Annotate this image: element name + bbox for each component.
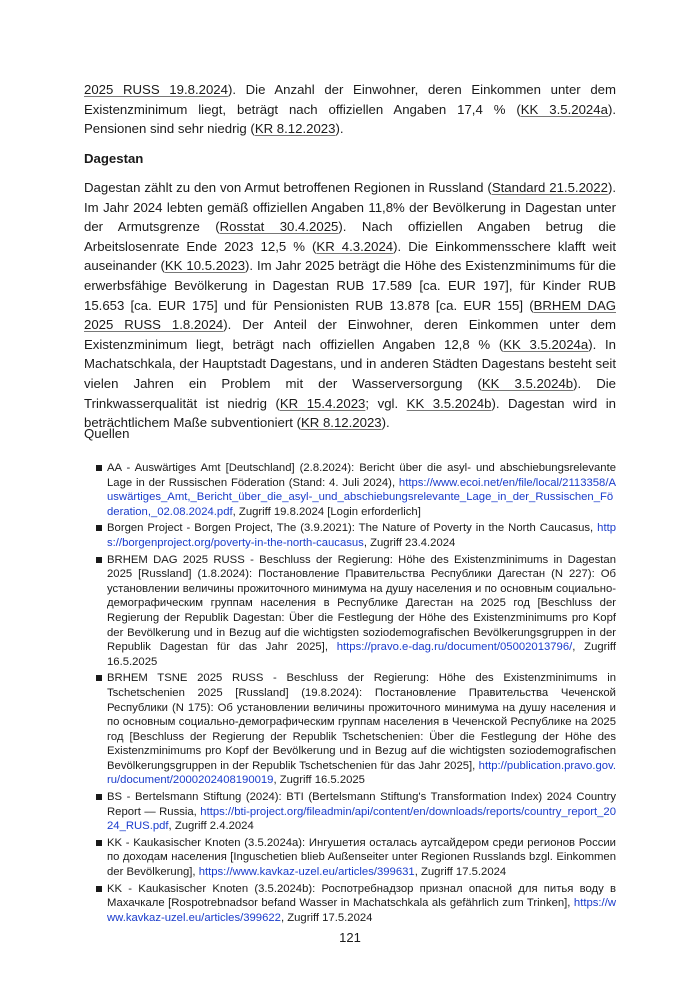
paragraph-text: ). Im Jahr 2024 lebten gemäß offiziellen Angaben 11,8% der Bevölkerung in Dagestan unter der Armutsgrenze ( — [84, 180, 616, 235]
citation-link[interactable]: BRHEM DAG 2025 RUSS 1.8.2024 — [84, 297, 616, 333]
bullet-icon — [96, 465, 102, 471]
paragraph-text: ; vgl. — [365, 395, 407, 411]
reference-item — [96, 671, 616, 788]
sources-label: Quellen — [84, 426, 130, 441]
paragraph-dagestan — [84, 178, 616, 433]
citation-link[interactable]: Standard 21.5.2022 — [491, 180, 608, 195]
citation-link[interactable]: Rosstat 30.4.2025 — [219, 219, 339, 235]
citation-link[interactable]: KK 3.5.2024a — [520, 101, 608, 117]
citation-link[interactable]: KK 3.5.2024a — [503, 336, 589, 352]
reference-item — [96, 553, 616, 670]
paragraph-text: ). Die Trinkwasserqualität ist niedrig ( — [84, 375, 616, 411]
page-number: 121 — [339, 930, 361, 945]
reference-item — [96, 521, 616, 550]
paragraph-text: ). Nach offiziellen Angaben betrug die Arbeitslosenrate Ende 2023 12,5 % ( — [84, 219, 617, 254]
bullet-icon — [96, 886, 102, 892]
reference-url[interactable]: https://bti-project.org/fileadmin/api/content/en/downloads/reports/country_report_2024_RUS.pdf — [107, 805, 616, 833]
citation-link[interactable]: KK 3.5.2024b — [481, 375, 574, 391]
paragraph-text: ). — [335, 121, 344, 137]
reference-access: , Zugriff 16.5.2025 — [273, 774, 365, 787]
reference-text: BRHEM TSNE 2025 RUSS - Beschluss der Regierung: Höhe des Existenzminimums in Tschetschenien 2025 [Russland] (19.8.2024): Постановление Правительства Чеченской Республики (N 175): Об установлении величины прожиточного минимума на душу населения и по основным социально-демографическим группам населения в Чеченской Республике на 2025 год [Beschluss der Regierung der Republik Tschetschenien: Über die Festlegung der Höhe des Existenzminimums pro Kopf der Bevölkerung und in Bezug auf die wichtigsten soziodemografischen Bevölkerungsgruppen in der Republik Tschetschenien für das Jahr 2025], — [107, 672, 616, 772]
bullet-icon — [96, 675, 102, 681]
reference-access: , Zugriff 23.4.2024 — [363, 536, 456, 549]
reference-access: , Zugriff 16.5.2025 — [107, 641, 616, 668]
paragraph-text: ). In Machatschkala, der Hauptstadt Dagestans, und in anderen Städten Dagestans besteht seit vielen Jahren ein Problem mit der Wasserversorgung ( — [84, 336, 616, 391]
bullet-icon — [96, 525, 102, 531]
paragraph-text: Dagestan zählt zu den von Armut betroffenen Regionen in Russland ( — [84, 180, 492, 195]
reference-list — [96, 461, 616, 927]
reference-item — [96, 461, 616, 519]
reference-text: BS - Bertelsmann Stiftung (2024): BTI (Bertelsmann Stiftung's Transformation Index) 2024 Country Report — Russia, — [107, 791, 616, 818]
reference-url[interactable]: https://www.kavkaz-uzel.eu/articles/399631 — [198, 866, 415, 879]
reference-text: AA - Auswärtiges Amt [Deutschland] (2.8.2024): Bericht über die asyl- und abschiebungsrelevante Lage in der Russischen Föderation (Stand: 4. Juli 2024), — [107, 462, 616, 489]
reference-url[interactable]: https://pravo.e-dag.ru/document/05002013796/ — [336, 641, 573, 654]
reference-access: , Zugriff 17.5.2024 — [280, 911, 373, 924]
reference-access: , Zugriff 2.4.2024 — [168, 820, 254, 833]
paragraph-text: ). — [381, 415, 390, 431]
citation-link[interactable]: KK 10.5.2023 — [164, 258, 246, 274]
reference-item — [96, 836, 616, 880]
reference-url[interactable]: https://www.ecoi.net/en/file/local/2113358/Auswärtiges_Amt,_Bericht_über_die_asyl-_und_abschiebungsrelevante_Lage_in_der_Russischen_Föderation,_02.08.2024.pdf — [107, 476, 616, 518]
citation-link[interactable]: 2025 RUSS 19.8.2024 — [84, 82, 228, 97]
reference-url[interactable]: http://publication.pravo.gov.ru/document/2000202408190019 — [107, 759, 616, 787]
citation-link[interactable]: KR 8.12.2023 — [254, 121, 336, 137]
paragraph-text: ). Dagestan wird in beträchtlichem Maße subventioniert ( — [84, 395, 616, 431]
citation-link[interactable]: KR 4.3.2024 — [316, 238, 394, 254]
citation-link[interactable]: KR 15.4.2023 — [279, 395, 366, 411]
reference-item — [96, 882, 616, 926]
citation-link[interactable]: KR 8.12.2023 — [300, 415, 382, 431]
reference-text: KK - Kaukasischer Knoten (3.5.2024b): Роспотребнадзор признал опасной для питья воду в Махачкале [Rospotrebnadsor befand Wasser in Machatschkala als gefährlich zum Trinken], — [107, 882, 616, 910]
bullet-icon — [96, 794, 102, 800]
reference-url[interactable]: https://www.kavkaz-uzel.eu/articles/399622 — [107, 897, 616, 924]
reference-access: , Zugriff 19.8.2024 [Login erforderlich] — [232, 505, 421, 518]
reference-access: , Zugriff 17.5.2024 — [414, 866, 507, 879]
reference-item — [96, 790, 616, 834]
paragraph-text: ). Der Anteil der Einwohner, deren Einkommen unter dem Existenzminimum liegt, beträgt nach offiziellen Angaben 12,8 % ( — [84, 317, 616, 352]
paragraph-intro — [84, 80, 616, 139]
bullet-icon — [96, 840, 102, 846]
reference-url[interactable]: https://borgenproject.org/poverty-in-the-north-caucasus — [107, 522, 616, 549]
paragraph-text: ). Pensionen sind sehr niedrig ( — [84, 101, 616, 137]
section-heading: Dagestan — [84, 151, 144, 166]
citation-link[interactable]: KK 3.5.2024b — [406, 395, 492, 411]
bullet-icon — [96, 557, 102, 563]
paragraph-text: ). Im Jahr 2025 beträgt die Höhe des Existenzminimums für die erwerbsfähige Bevölkerung in Dagestan RUB 17.589 [ca. EUR 197], für Kinder RUB 15.653 [ca. EUR 175] und für Pensionisten RUB 13.878 [ca. EUR 155] ( — [84, 258, 616, 313]
paragraph-text: ). Die Anzahl der Einwohner, deren Einkommen unter dem Existenzminimum liegt, beträgt nach offiziellen Angaben 17,4 % ( — [84, 82, 616, 117]
reference-text: Borgen Project - Borgen Project, The (3.9.2021): The Nature of Poverty in the North Caucasus, — [107, 522, 598, 535]
reference-text: BRHEM DAG 2025 RUSS - Beschluss der Regierung: Höhe des Existenzminimums in Dagestan 2025 [Russland] (1.8.2024): Постановление Правительства Республики Дагестан (N 227): Об установлении величины прожиточного минимума на душу населения и по основным социально-демографическим группам населения в Республике Дагестан на 2025 год [Beschluss der Regierung der Republik Dagestan: Über die Festlegung der Höhe des Existenzminimums pro Kopf der Bevölkerung und in Bezug auf die wichtigsten soziodemografischen Bevölkerungsgruppen in der Republik Dagestan für das Jahr 2025], — [107, 553, 616, 654]
reference-text: KK - Kaukasischer Knoten (3.5.2024a): Ингушетия осталась аутсайдером среди регионов России по доходам населения [Inguschetien blieb Außenseiter unter Regionen Russlands bzgl. Einkommen der Bevölkerung], — [107, 836, 616, 879]
paragraph-text: ). Die Einkommensschere klafft weit auseinander ( — [84, 238, 616, 274]
